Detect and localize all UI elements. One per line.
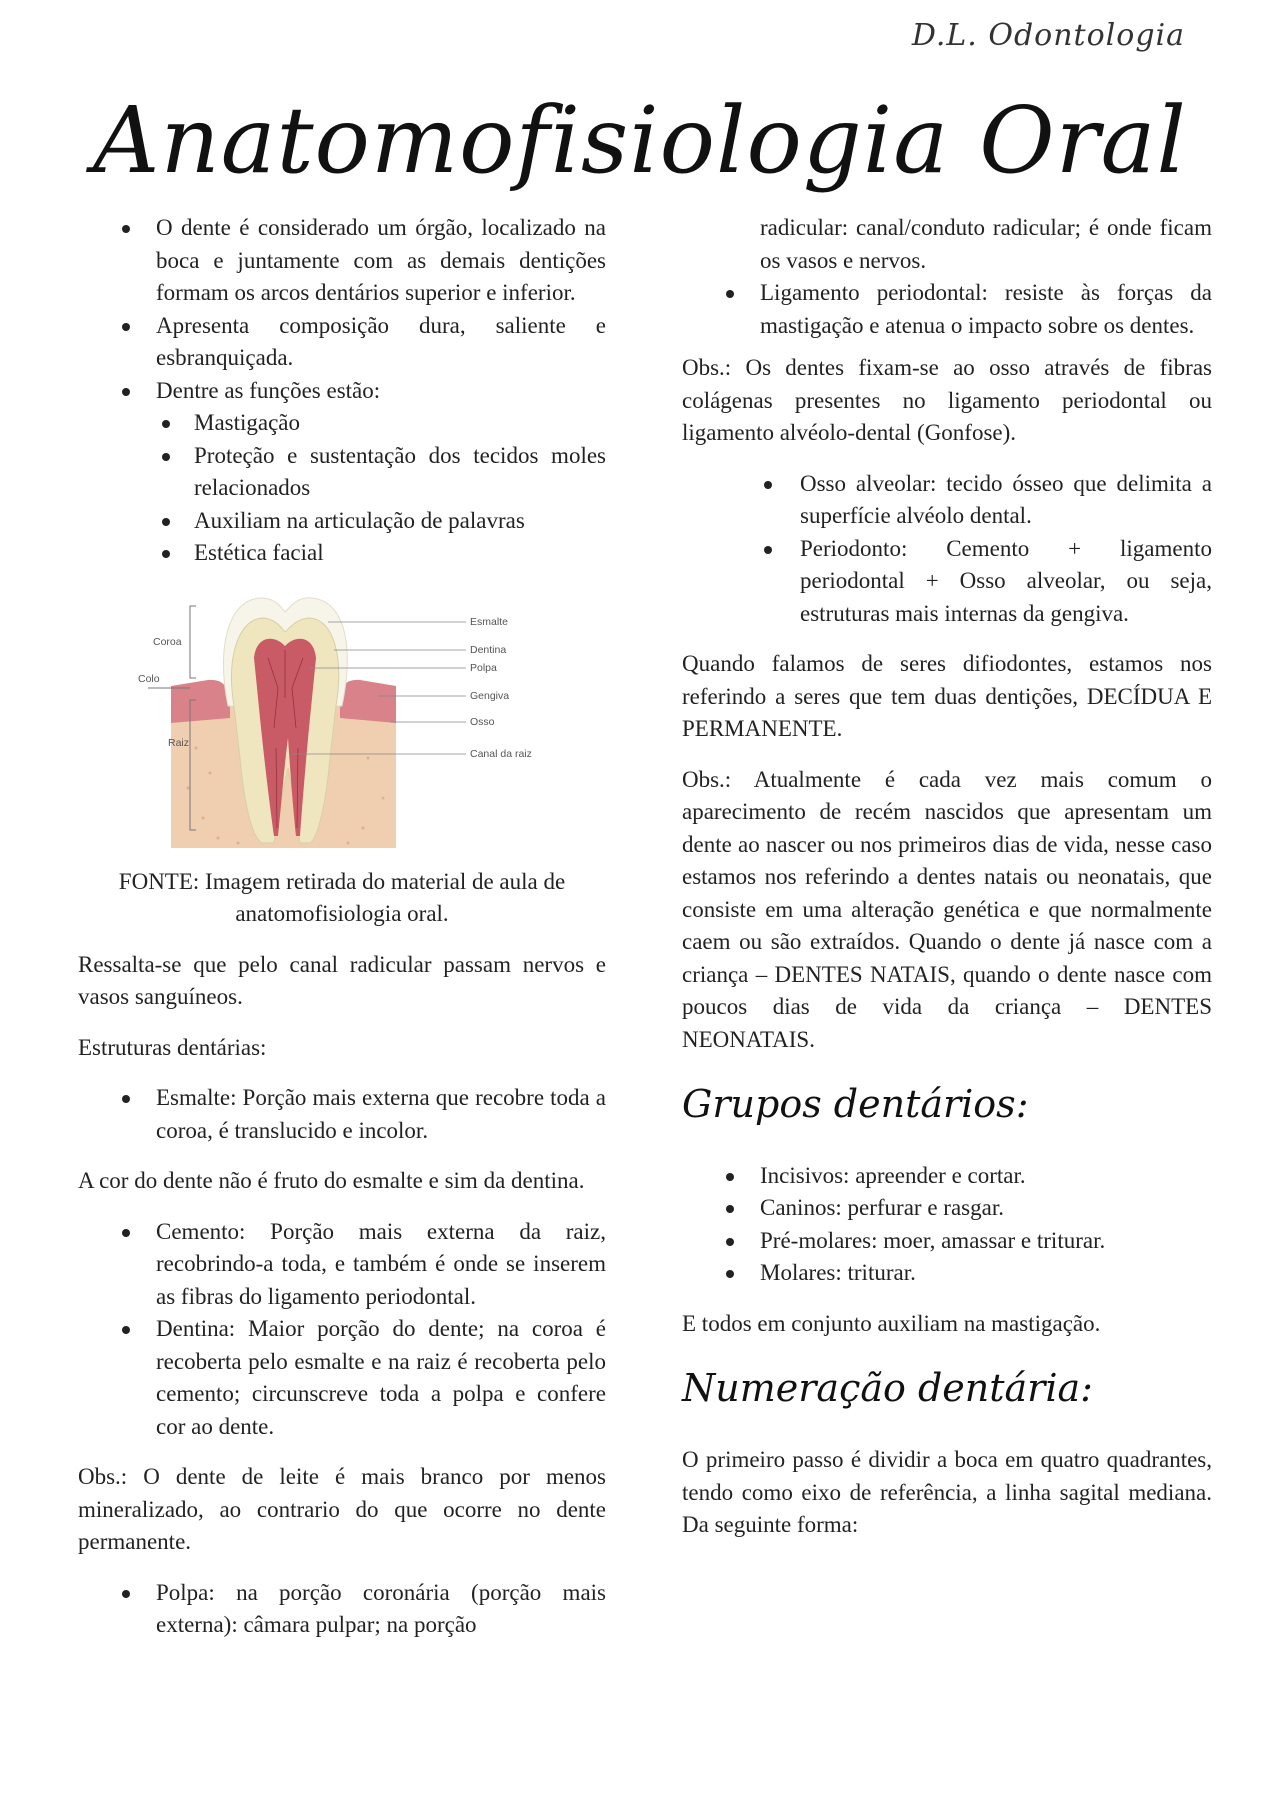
- list-item: Polpa: na porção coronária (porção mais externa): câmara pulpar; na porção: [78, 1577, 606, 1642]
- paragraph: Obs.: O dente de leite é mais branco por menos mineralizado, ao contrario do que ocorre no dente permanente.: [78, 1464, 606, 1554]
- intro-list: [78, 212, 606, 407]
- functions-list: [78, 407, 606, 570]
- heading-numeracao-dentaria: Numeração dentária:: [682, 1366, 1093, 1411]
- label-dentina: Dentina: [470, 643, 507, 656]
- list-item: Mastigação: [78, 407, 606, 440]
- label-raiz: Raiz: [168, 736, 190, 749]
- label-polpa: Polpa: [470, 661, 497, 674]
- paragraph: Obs.: Os dentes fixam-se ao osso através de fibras colágenas presentes no ligamento periodontal ou ligamento alvéolo-dental (Gonfose).: [682, 355, 1212, 445]
- brand-signature: D.L. Odontologia: [911, 18, 1185, 53]
- label-osso: Osso: [470, 715, 495, 728]
- list-item: Auxiliam na articulação de palavras: [78, 505, 606, 538]
- figure-caption: FONTE: Imagem retirada do material de aula de anatomofisiologia oral.: [118, 868, 566, 926]
- label-colo: Colo: [138, 672, 160, 685]
- support-list: [682, 468, 1212, 631]
- label-gengiva: Gengiva: [470, 689, 510, 702]
- list-item: Proteção e sustentação dos tecidos moles relacionados: [78, 440, 606, 505]
- label-canal-da-raiz: Canal da raiz: [470, 747, 532, 760]
- list-item: Estética facial: [78, 537, 606, 570]
- gum-right: [340, 679, 396, 722]
- list-item: Periodonto: Cemento + ligamento periodontal + Osso alveolar, ou seja, estruturas mais internas da gengiva.: [682, 533, 1212, 631]
- polpa-list: [78, 1577, 606, 1642]
- list-item: Pré-molares: moer, amassar e triturar.: [682, 1225, 1212, 1258]
- structures-list: [78, 1216, 606, 1444]
- list-item: Apresenta composição dura, saliente e esbranquiçada.: [78, 310, 606, 375]
- left-column: [78, 212, 606, 1660]
- paragraph: E todos em conjunto auxiliam na mastigação.: [682, 1310, 1101, 1336]
- paragraph: Estruturas dentárias:: [78, 1034, 267, 1060]
- right-column: [682, 212, 1212, 1560]
- page-title: Anatomofisiologia Oral: [93, 87, 1187, 194]
- list-item: Cemento: Porção mais externa da raiz, recobrindo-a toda, e também é onde se inserem as fibras do ligamento periodontal.: [78, 1216, 606, 1314]
- list-item: Dentina: Maior porção do dente; na coroa é recoberta pelo esmalte e na raiz é recoberta pelo cemento; circunscreve toda a polpa e confere cor ao dente.: [78, 1313, 606, 1443]
- tooth-diagram: [78, 588, 606, 858]
- list-item: Dentre as funções estão:: [78, 375, 606, 408]
- paragraph: A cor do dente não é fruto do esmalte e sim da dentina.: [78, 1168, 585, 1193]
- groups-list: [682, 1160, 1212, 1290]
- tooth-anatomy-figure: [78, 588, 606, 858]
- list-item-continuation: radicular: canal/conduto radicular; é onde ficam os vasos e nervos.: [760, 215, 1212, 273]
- heading-grupos-dentarios: Grupos dentários:: [682, 1082, 1029, 1126]
- list-item: Molares: triturar.: [682, 1257, 1212, 1290]
- paragraph: Ressalta-se que pelo canal radicular passam nervos e vasos sanguíneos.: [78, 951, 606, 1009]
- list-item: Caninos: perfurar e rasgar.: [682, 1192, 1212, 1225]
- list-item: Esmalte: Porção mais externa que recobre toda a coroa, é translucido e incolor.: [78, 1082, 606, 1147]
- paragraph: O primeiro passo é dividir a boca em quatro quadrantes, tendo como eixo de referência, a linha sagital mediana. Da seguinte forma:: [682, 1447, 1212, 1538]
- list-item: Incisivos: apreender e cortar.: [682, 1160, 1212, 1193]
- list-item: O dente é considerado um órgão, localizado na boca e juntamente com as demais dentições formam os arcos dentários superior e inferior.: [78, 212, 606, 310]
- paragraph: Obs.: Atualmente é cada vez mais comum o aparecimento de recém nascidos que apresentam um dente ao nascer ou nos primeiros dias de vida, nesse caso estamos nos referindo a dentes natais ou neonatais, que consiste em uma alteração genética e que normalmente caem ou são extraídos. Quando o dente já nasce com a criança – DENTES NATAIS, quando o dente nasce com poucos dias de vida da criança – DENTES NEONATAIS.: [682, 766, 1212, 1052]
- esmalte-list: [78, 1082, 606, 1147]
- paragraph: Quando falamos de seres difiodontes, estamos nos referindo a seres que tem duas dentições, DECÍDUA E PERMANENTE.: [682, 651, 1212, 741]
- label-esmalte: Esmalte: [470, 615, 508, 628]
- label-coroa: Coroa: [153, 635, 182, 648]
- list-item: Osso alveolar: tecido ósseo que delimita a superfície alvéolo dental.: [682, 468, 1212, 533]
- list-item: Ligamento periodontal: resiste às forças da mastigação e atenua o impacto sobre os dentes.: [682, 277, 1212, 342]
- continued-list: [682, 212, 1212, 342]
- gum-left: [171, 679, 230, 722]
